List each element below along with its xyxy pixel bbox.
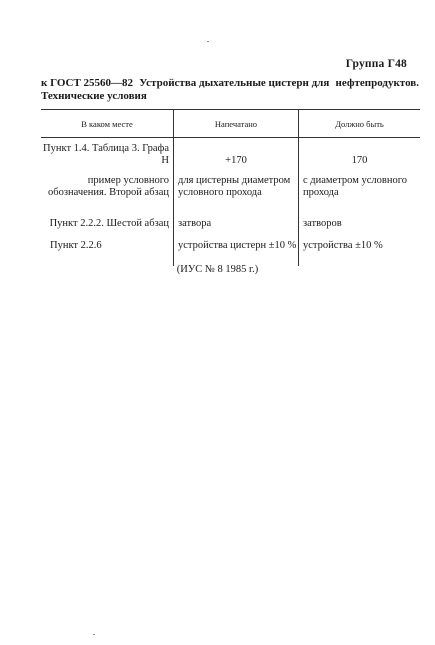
table-row — [41, 238, 420, 266]
table-header-row — [41, 110, 420, 137]
title-product-name: Устройства дыхательные цистерн для — [139, 77, 330, 89]
cell-printed: +170 — [173, 138, 298, 171]
source-note: (ИУС № 8 1985 г.) — [176, 264, 259, 275]
table-row — [41, 214, 420, 238]
title-line-end: нефтепродуктов. — [335, 77, 419, 89]
correction-table — [41, 109, 420, 266]
cell-place: Пункт 1.4. Таблица 3. Графа H — [43, 143, 169, 166]
group-label: Группа Г48 — [345, 58, 407, 70]
cell-should-be: устройства ±10 % — [298, 238, 420, 266]
cell-printed: устройства цистерн ±10 % — [173, 238, 298, 266]
table-body — [41, 138, 420, 266]
title-line-1 — [41, 77, 419, 90]
table-row — [41, 138, 420, 171]
cell-should-be: с диаметром условного прохода — [298, 171, 420, 214]
cell-place: Пункт 2.2.2. Шестой абзац — [49, 218, 169, 229]
column-header-place: В каком месте — [81, 119, 133, 129]
cell-place: Пункт 2.2.6 — [50, 240, 102, 251]
scan-speck — [207, 41, 209, 42]
column-header-should-be: Должно быть — [298, 110, 420, 137]
table-row — [41, 171, 420, 214]
cell-place: пример условного обозначения. Второй абзац — [48, 175, 169, 198]
title-standard-number: к ГОСТ 25560—82 — [41, 77, 134, 89]
title-line-2: Технические условия — [41, 90, 147, 102]
scan-speck — [93, 634, 95, 635]
cell-should-be: затворов — [298, 214, 420, 238]
cell-printed: для цистерны диаметром условного прохода — [173, 171, 298, 214]
column-header-printed: Напечатано — [173, 110, 298, 137]
cell-should-be: 170 — [298, 138, 420, 171]
cell-printed: затвора — [173, 214, 298, 238]
document-title — [41, 77, 419, 103]
